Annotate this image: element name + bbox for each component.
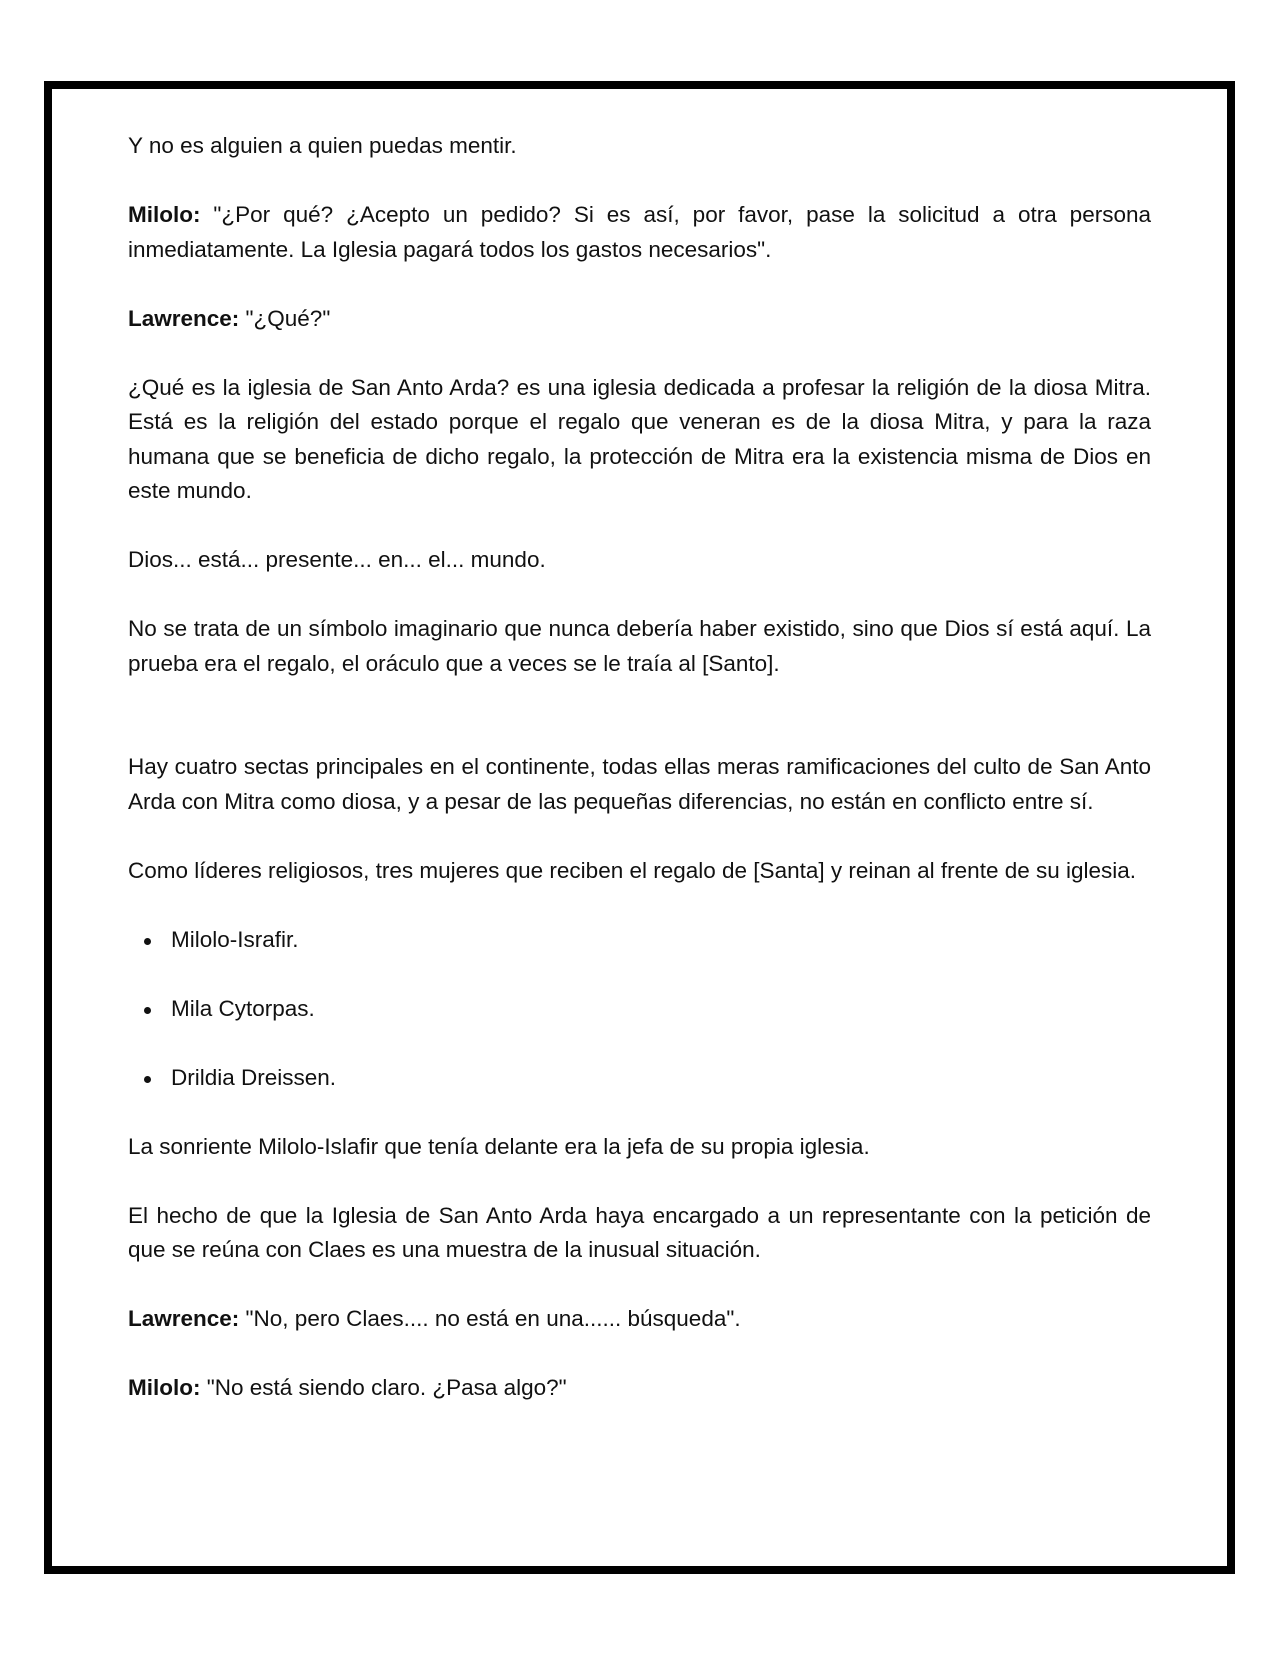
paragraph-god-present: Dios... está... presente... en... el... mundo. xyxy=(128,547,546,572)
dialogue-text: "¿Por qué? ¿Acepto un pedido? Si es así, por favor, pase la solicitud a otra persona inmediatamente. La Iglesia pagará todos los gastos necesarios". xyxy=(128,202,1151,262)
paragraph-proof: No se trata de un símbolo imaginario que nunca debería haber existido, sino que Dios sí está aquí. La prueba era el regalo, el oráculo que a veces se le traía al [Santo]. xyxy=(128,616,1151,676)
speaker-name: Milolo: xyxy=(128,1375,201,1400)
list-item xyxy=(128,1061,1151,1096)
list-item-text: Drildia Dreissen. xyxy=(171,1064,337,1090)
speaker-name: Milolo: xyxy=(128,202,201,227)
speaker-name: Lawrence: xyxy=(128,305,240,331)
dialogue-milolo-2 xyxy=(128,1371,1151,1406)
leaders-list xyxy=(128,923,1151,1096)
list-item-text: Milolo-Israfir. xyxy=(171,926,299,952)
paragraph-intro: Y no es alguien a quien puedas mentir. xyxy=(128,133,517,158)
dialogue-text: "No está siendo claro. ¿Pasa algo?" xyxy=(200,1375,567,1400)
bullet-icon xyxy=(144,1076,151,1083)
paragraph-leaders-intro: Como líderes religiosos, tres mujeres que reciben el regalo de [Santa] y reinan al frente de su iglesia. xyxy=(128,857,1137,883)
speaker-name: Lawrence: xyxy=(128,1306,240,1331)
paragraph-sects: Hay cuatro sectas principales en el continente, todas ellas meras ramificaciones del culto de San Anto Arda con Mitra como diosa, y a pesar de las pequeñas diferencias, no están en conflicto entre sí. xyxy=(128,754,1151,814)
bullet-icon xyxy=(144,938,151,945)
dialogue-text: "¿Qué?" xyxy=(239,305,331,331)
list-item xyxy=(128,923,1151,958)
paragraph-unusual-situation: El hecho de que la Iglesia de San Anto Arda haya encargado a un representante con la petición de que se reúna con Claes es una muestra de la inusual situación. xyxy=(128,1202,1151,1262)
document-body xyxy=(128,129,1151,1440)
dialogue-text: "No, pero Claes.... no está en una...... búsqueda". xyxy=(239,1306,741,1331)
dialogue-lawrence-2 xyxy=(128,1302,1151,1337)
page-frame xyxy=(44,81,1235,1574)
list-item xyxy=(128,992,1151,1027)
dialogue-lawrence-1 xyxy=(128,302,1151,337)
paragraph-milolo-head: La sonriente Milolo-Islafir que tenía delante era la jefa de su propia iglesia. xyxy=(128,1133,870,1159)
bullet-icon xyxy=(144,1007,151,1014)
paragraph-church: ¿Qué es la iglesia de San Anto Arda? es una iglesia dedicada a profesar la religión de la diosa Mitra. Está es la religión del estado porque el regalo que veneran es de la diosa Mitra, y para la raza humana que se beneficia de dicho regalo, la protección de Mitra era la existencia misma de Dios en este mundo. xyxy=(128,374,1151,503)
list-item-text: Mila Cytorpas. xyxy=(171,995,315,1021)
dialogue-milolo-1 xyxy=(128,198,1151,267)
